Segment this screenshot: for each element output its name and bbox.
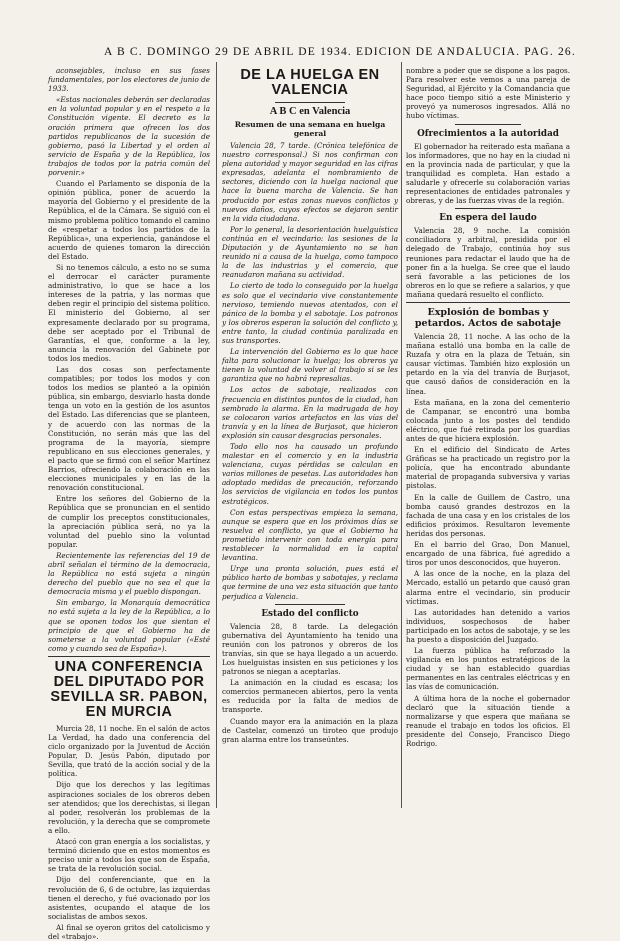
column-3 bbox=[406, 66, 570, 810]
article-paragraph: Todo ello nos ha causado un profundo malestar en el comercio y en la industria valenciana, cuyas pérdidas se calculan en varios millones de pesetas. Las autoridades han adoptado medidas de precaución, reforzando los servicios de vigilancia en todos los puntos estratégicos. bbox=[222, 442, 398, 506]
divider bbox=[406, 302, 570, 303]
article-paragraph: La intervención del Gobierno es lo que hace falta para solucionar la huelga; los obreros ya tienen la voluntad de volver al trabajo si se les garantiza que no habrá represalias. bbox=[222, 347, 398, 384]
article-paragraph: La animación en la ciudad es escasa; los comercios permanecen abiertos, pero la venta es reducida por la falta de medios de transporte. bbox=[222, 678, 398, 715]
article-paragraph: Dijo del conferenciante, que en la revolución de 6, 6 de octubre, las izquierdas tienen el derecho, y fué ovacionado por los asistentes, ocupando el ataque de los socialistas de ambos sexos. bbox=[48, 875, 211, 921]
article-paragraph: Al final se oyeron gritos del catolicismo y del «trabajo». bbox=[48, 922, 210, 941]
divider bbox=[455, 124, 521, 125]
divider bbox=[48, 656, 210, 657]
headline-huelga: DE LA HUELGA EN VALENCIA bbox=[240, 67, 380, 98]
section-title: A B C en Valencia bbox=[269, 106, 351, 117]
article-paragraph: Los actos de sabotaje, realizados con frecuencia en distintos puntos de la ciudad, han sembrado la alarma. En la madrugada de hoy se colocaron varios artefactos en las vías del tranvía y en la línea de Burjasot, que hicieron explosión sin causar desgracias personales. bbox=[222, 385, 398, 440]
column-2 bbox=[222, 66, 398, 810]
article-paragraph: Cuando el Parlamento se disponía de la opinión pública, poner de acuerdo la mayoría del Gobierno y el presidente de la República, el de la Cámara. Se siguió con el mismo problema político tomando el camino de «respetar a todos los partidos de la República», una experiencia, ganándose el acuerdo de quienes tomaron la dirección del Estado. bbox=[48, 179, 210, 261]
article-paragraph: Con estas perspectivas empieza la semana, aunque se espera que en los próximos días se resuelva el conflicto, ya que el Gobierno ha prometido intervenir con toda energía para restablecer la normalidad en la capital levantina. bbox=[222, 507, 398, 563]
article-paragraph: Atacó con gran energía a los socialistas, y terminó diciendo que en estos momentos es preciso unir a todos los que son de España, se trata de la revolución social. bbox=[48, 837, 210, 874]
article-paragraph: Valencia 28, 7 tarde. (Crónica telefónica de nuestro corresponsal.) Si nos confirman con plena autoridad y mayor seguridad en las cifras expresadas, adelanta el nombramiento de sectores, diciendo con la huelga nacional que hace la buena marcha de Valencia. Se han producido por estas zonas nuevos conflictos y nuevos daños, cuyos efectos se dejaron sentir en la vida ciudadana. bbox=[222, 141, 398, 223]
article-paragraph: Entre los señores del Gobierno de la República que se pronuncian en el sentido de cumplir los preceptos constitucionales, la apreciación pública será, no ya la voluntad del pueblo sino la voluntad popular. bbox=[48, 494, 210, 549]
article-paragraph: Valencia 28, 11 noche. A las ocho de la mañana estalló una bomba en la calle de Ruzafa y otra en la plaza de Tetuán, sin causar víctimas. También hizo explosión un petardo en la vía del tranvía de Burjasot, que causó daños de consideración en la línea. bbox=[406, 331, 570, 396]
divider bbox=[455, 208, 521, 209]
article-summary: Resumen de una semana en huelga general bbox=[234, 120, 386, 138]
article-paragraph: Urge una pronta solución, pues está el público harto de bombas y sabotajes, y reclama que termine de una vez esta situación que tanto perjudica a Valencia. bbox=[222, 564, 398, 601]
article-paragraph: Recientemente las referencias del 19 de abril señalan el término de la democracia, la República no está sujeta a ningún derecho del pueblo que no sea el que la democracia misma y el pueblo dispongan. bbox=[48, 550, 210, 597]
article-paragraph: A las once de la noche, en la plaza del Mercado, estalló un petardo que causó gran alarma entre el vecindario, sin producir víctimas. bbox=[406, 569, 570, 606]
article-paragraph: En el edificio del Sindicato de Artes Gráficas se ha practicado un registro por la policía, que ha encontrado abundante material de propaganda subversiva y varias pistolas. bbox=[406, 445, 570, 491]
article-paragraph: Cuando mayor era la animación en la plaza de Castelar, comenzó un tiroteo que produjo gran alarma entre los transeúntes. bbox=[222, 716, 398, 744]
article-paragraph: La fuerza pública ha reforzado la vigilancia en los puntos estratégicos de la ciudad y se han establecido guardias permanentes en las centrales eléctricas y en las vías de comunicación. bbox=[406, 646, 570, 692]
article-paragraph: «Estas nacionales deberán ser declaradas en la voluntad popular y en el respeto a la Constitución vigente. El decreto es la oración primera que ofrecen los dos partidos republicanos de la sucesión de gobierno, pasó la Libertad y el orden al servicio de España y de la República, los trabajos de todos por la patria común del porvenir.» bbox=[48, 95, 210, 178]
article-paragraph: El gobernador ha reiterado esta mañana a los informadores, que no hay en la ciudad ni en la provincia nada de particular, y que la tranquilidad es completa. Han estado a saludarle y ofrecerle su colaboración varias representaciones de entidades patronales y obreras, y de las fuerzas vivas de la región. bbox=[406, 141, 570, 206]
article-paragraph: En la calle de Guillem de Castro, una bomba causó grandes destrozos en la fachada de una casa y en los cristales de los edificios próximos. Resultaron levemente heridas dos personas. bbox=[406, 492, 570, 538]
column-rule-2 bbox=[401, 62, 402, 808]
divider bbox=[275, 604, 345, 605]
article-paragraph: Las dos cosas son perfectamente compatibles; por todos los modos y con todos los medios se planteó a la opinión pública, sin embargo, desviarlo hasta donde tenga un voto en la gestión de los asuntos del Estado. Las diferencias que se planteen, y de acuerdo con las normas de la Constitución, no serán más que las del programa de la mayoría, siempre republicano en sus elecciones generales, y el pacto que se firmó con el señor Martínez Barrios, ofreciendo la colaboración en las elecciones municipales y en las de la renovación constitucional. bbox=[48, 365, 210, 493]
article-paragraph: Si no tenemos cálculo, a esto no se suma el derrocar el carácter puramente administrativo, lo que se hace a los intereses de la patria, y las normas que deben regir el principio del sistema político. El ministerio del Gobierno, al ser expresamente declarado por su programa, debe ser aceptado por el Tribunal de Garantías, el que, conforme a la ley, anuncia la renovación del Gabinete por todos los medios. bbox=[48, 262, 210, 363]
article-paragraph: En el barrio del Grao, Don Manuel, encargado de una fábrica, fué agredido a tiros por unos desconocidos, que huyeron. bbox=[406, 540, 570, 568]
article-paragraph: Dijo que los derechos y las legítimas aspiraciones sociales de los obreros deben ser atendidos; que los derechistas, si llegan al poder, resolverán los problemas de la revolución, y la derecha que se compromete a ello. bbox=[48, 780, 210, 835]
article-paragraph: nombre a poder que se dispone a los pagos. Para resolver este vemos a una pareja de Seguridad, al Ejército y la Comandancia que hace poco tiempo sitió a este Ministerio y proveyó ya numerosos ingresados. Allá no hubo víctimas. bbox=[406, 66, 570, 121]
article-paragraph: Valencia 28, 9 noche. La comisión conciliadora y arbitral, presidida por el delegado de Trabajo, continúa hoy sus reuniones para redactar el laudo que ha de poner fin a la huelga. Se cree que el laudo será favorable a las peticiones de los obreros en lo que se refiere a salarios, y que mañana quedará resuelto el conflicto. bbox=[406, 226, 570, 299]
article-paragraph: Valencia 28, 8 tarde. La delegación gubernativa del Ayuntamiento ha tenido una reunión con los patronos y obreros de los tranvías, sin que se haya llegado a un acuerdo. Los huelguistas insisten en sus peticiones y los patronos se niegan a aceptarlas. bbox=[222, 621, 398, 677]
page-masthead: A B C. DOMINGO 29 DE ABRIL DE 1934. EDICION DE ANDALUCIA. PAG. 26. bbox=[104, 46, 576, 58]
subheading-explosion: Explosión de bombas y petardos. Actos de sabotaje bbox=[414, 306, 562, 329]
subheading-estado: Estado del conflicto bbox=[261, 608, 359, 619]
article-paragraph: Las autoridades han detenido a varios individuos, sospechosos de haber participado en los actos de sabotaje, y se les ha puesto a disposición del Juzgado. bbox=[406, 607, 570, 644]
article-paragraph: Lo cierto de todo lo conseguido por la huelga es solo que el vecindario vive constantemente nervioso, temiendo nuevos atentados, con el pánico de la bomba y el sabotaje. Los patronos y los obreros esperan la solución del conflicto y, entre tanto, la ciudad continúa paralizada en sus transportes. bbox=[222, 281, 398, 345]
headline-conferencia: UNA CONFERENCIA DEL DIPUTADO POR SEVILLA SR. PABON, EN MURCIA bbox=[50, 658, 208, 720]
column-1 bbox=[48, 66, 211, 941]
subheading-ofrecimientos: Ofrecimientos a la autoridad bbox=[417, 128, 559, 139]
article-paragraph: Por lo general, la desorientación huelguística continúa en el vecindario: las sesiones de la Diputación y de Ayuntamiento no se han reunido ni a causa de la huelga, como tampoco la de las industrias y el comercio, que reanudaron mañana su actividad. bbox=[222, 224, 398, 280]
article-paragraph: Murcia 28, 11 noche. En el salón de actos La Verdad, ha dado una conferencia del ciclo organizado por la Juventud de Acción Popular, D. Jesús Pabón, diputado por Sevilla, que trató de la acción social y de la política. bbox=[48, 723, 210, 779]
divider bbox=[275, 102, 345, 103]
column-rule-1 bbox=[216, 62, 217, 808]
subheading-laudo: En espera del laudo bbox=[439, 213, 537, 224]
article-paragraph: aconsejables, incluso en sus fases fundamentales, por los electores de junio de 1933. bbox=[48, 66, 210, 94]
article-paragraph: A última hora de la noche el gobernador declaró que la situación tiende a normalizarse y que espera que mañana se reanude el trabajo en todos los oficios. El presidente del Consejo, Francisco Diego Rodrigo. bbox=[406, 693, 570, 748]
article-paragraph: Esta mañana, en la zona del cementerio de Campanar, se encontró una bomba colocada junto a los postes del tendido eléctrico, que fué retirada por los guardias antes de que hiciera explosión. bbox=[406, 397, 570, 443]
article-paragraph: Sin embargo, la Monarquía democrática no está sujeta a la ley de la República, a lo que se oponen todos los que sientan el principio de que el Gobierno ha de someterse a la voluntad popular («Esté como y cuando sea de España»). bbox=[48, 598, 210, 653]
